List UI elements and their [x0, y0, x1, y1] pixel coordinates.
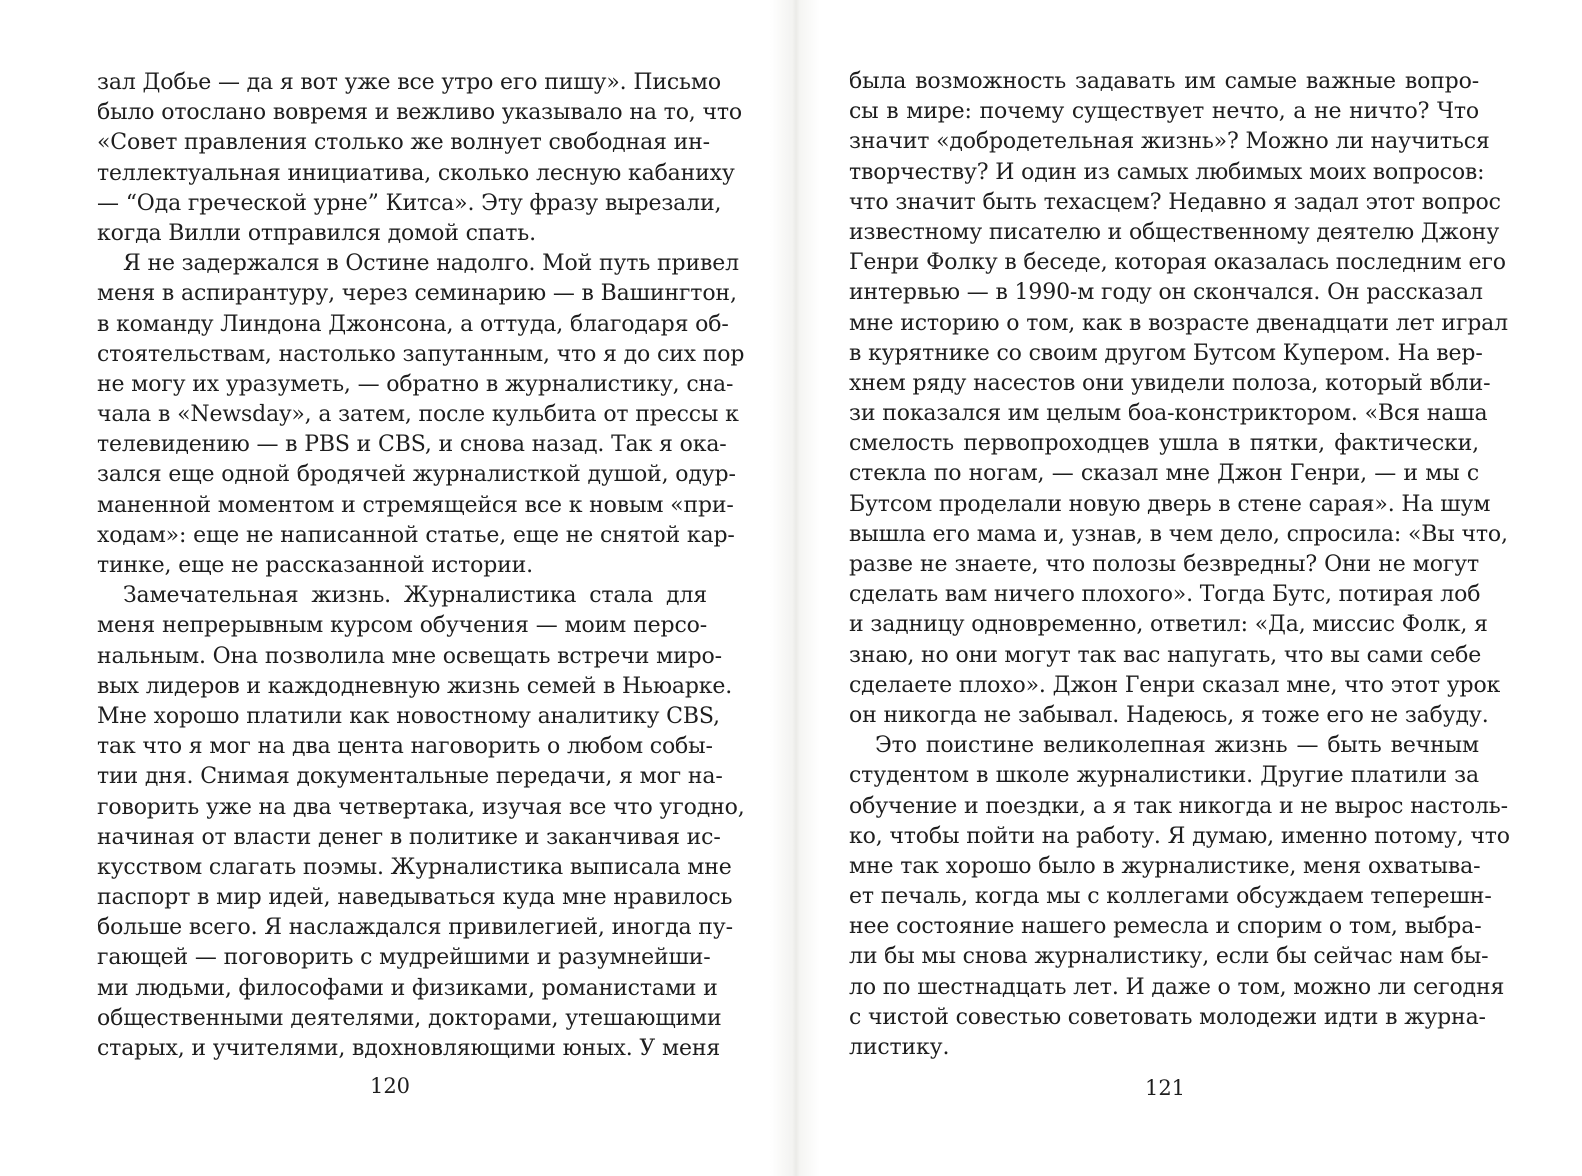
text-line: что значит быть техасцем? Недавно я задал этот вопрос [849, 189, 1501, 215]
text-line: Бутсом проделали новую дверь в стене сарая». На шум [849, 491, 1491, 517]
text-line: и задницу одновременно, ответил: «Да, миссис Фолк, я [849, 612, 1488, 638]
text-line: тинке, еще не рассказанной истории. [97, 553, 534, 578]
text-line: интервью — в 1990-м году он скончался. Он рассказал [849, 280, 1483, 306]
text-line: чала в «Newsday», а затем, после кульбита от прессы к [97, 402, 739, 428]
text-line: стоятельствам, настолько запутанным, что я до сих пор [97, 341, 745, 367]
text-line: паспорт в мир идей, наведываться куда мне нравилось [97, 885, 733, 911]
text-line: меня в аспирантуру, через семинарию — в Вашингтон, [97, 281, 737, 307]
text-line: общественными деятелями, докторами, утешающими [97, 1005, 722, 1031]
text-line: в курятнике со своим другом Бутсом Купером. На вер- [849, 340, 1483, 366]
text-line: Я не задержался в Остине надолго. Мой путь привел [123, 251, 739, 277]
right-page [820, 0, 1582, 1176]
text-line: ли бы мы снова журналистику, если бы сейчас нам бы- [849, 944, 1489, 970]
text-line: больше всего. Я наслаждался привилегией, иногда пу- [97, 915, 733, 941]
text-line: Генри Фолку в беседе, которая оказалась последним его [849, 250, 1506, 276]
text-line: ми людьми, философами и физиками, романистами и [97, 975, 718, 1001]
text-line: тии дня. Снимая документальные передачи, я мог на- [97, 764, 723, 790]
text-line: не могу их уразуметь, — обратно в журналистику, сна- [97, 371, 734, 397]
text-line: мне историю о том, как в возрасте двенадцати лет играл [849, 310, 1508, 336]
text-line: смелость первопроходцев ушла в пятки, фактически, [849, 431, 1479, 457]
text-line: меня непрерывным курсом обучения — моим персо- [97, 613, 707, 639]
text-line: сделать вам ничего плохого». Тогда Бутс, потирая лоб [849, 582, 1481, 608]
text-line: телевидению — в PBS и CBS, и снова назад. Так я ока- [97, 432, 727, 458]
text-line: хнем ряду насестов они увидели полоза, который вбли- [849, 370, 1491, 396]
text-line: теллектуальная инициатива, сколько лесную кабаниху [97, 160, 735, 186]
text-line: зал Добье — да я вот уже все утро его пишу». Письмо [97, 70, 721, 95]
text-line: Мне хорошо платили как новостному аналитику CBS, [97, 703, 720, 729]
text-line: сы в мире: почему существует нечто, а не ничто? Что [849, 99, 1479, 125]
text-line: Замечательная жизнь. Журналистика стала для [123, 583, 707, 609]
text-line: нее состояние нашего ремесла и спорим о том, выбра- [849, 914, 1482, 940]
text-line: гающей — поговорить с мудрейшими и разумнейши- [97, 945, 711, 971]
text-line: он никогда не забывал. Надеюсь, я тоже его не забуду. [849, 702, 1489, 728]
text-line: ходам»: еще не написанной статье, еще не снятой кар- [97, 522, 735, 548]
right-page-text [849, 67, 1510, 1063]
text-line: было отослано вовремя и вежливо указывало на то, что [97, 100, 742, 126]
text-line: стекла по ногам, — сказал мне Джон Генри, — и мы с [849, 461, 1479, 487]
text-line: сделаете плохо». Джон Генри сказал мне, что этот урок [849, 672, 1501, 698]
left-page-text [97, 68, 745, 1064]
text-line: нальным. Она позволила мне освещать встречи миро- [97, 643, 722, 669]
text-line: маненной моментом и стремящейся все к новым «при- [97, 492, 734, 518]
text-line: Это поистине великолепная жизнь — быть вечным [875, 733, 1479, 759]
text-line: когда Вилли отправился домой спать. [97, 220, 536, 246]
page-number: 121 [1144, 1076, 1186, 1100]
text-line: так что я мог на два цента наговорить о любом собы- [97, 734, 713, 760]
text-line: студентом в школе журналистики. Другие платили за [849, 763, 1479, 789]
text-line: зи показался им целым боа-констриктором. «Вся наша [849, 401, 1488, 427]
text-line: разве не знаете, что полозы безвредны? Они не могут [849, 552, 1479, 577]
text-line: значит «добродетельная жизнь»? Можно ли научиться [849, 129, 1490, 155]
text-line: в команду Линдона Джонсона, а оттуда, благодаря об- [97, 311, 729, 337]
text-line: мне так хорошо было в журналистике, меня охватыва- [849, 853, 1481, 879]
book-gutter [770, 0, 820, 1176]
text-line: обучение и поездки, а я так никогда и не вырос настоль- [849, 793, 1508, 819]
text-line: ет печаль, когда мы с коллегами обсуждаем теперешн- [849, 884, 1492, 910]
text-line: говорить уже на два четвертака, изучая все что угодно, [97, 794, 745, 820]
text-line: зался еще одной бродячей журналисткой душой, одур- [97, 462, 736, 488]
text-line: была возможность задавать им самые важные вопро- [849, 69, 1479, 94]
page-number: 120 [369, 1074, 411, 1098]
text-line: знаю, но они могут так вас напугать, что вы сами себе [849, 642, 1482, 668]
text-line: листику. [849, 1035, 950, 1060]
text-line: старых, и учителями, вдохновляющими юных. У меня [97, 1036, 721, 1061]
text-line: творчеству? И один из самых любимых моих вопросов: [849, 159, 1485, 185]
text-line: вых лидеров и каждодневную жизнь семей в Ньюарке. [97, 673, 733, 699]
text-line: «Совет правления столько же волнует свободная ин- [97, 130, 710, 156]
text-line: кусством слагать поэмы. Журналистика выписала мне [97, 854, 732, 880]
text-line: — “Ода греческой урне” Китса». Эту фразу вырезали, [97, 190, 722, 216]
text-line: вышла его мама и, узнав, в чем дело, спросила: «Вы что, [849, 521, 1508, 547]
text-line: с чистой совестью советовать молодежи идти в журна- [849, 1004, 1486, 1030]
left-page [0, 0, 770, 1176]
text-line: известному писателю и общественному деятелю Джону [849, 219, 1500, 245]
text-line: ло по шестнадцать лет. И даже о том, можно ли сегодня [849, 974, 1505, 1000]
text-line: ко, чтобы пойти на работу. Я думаю, именно потому, что [849, 823, 1510, 849]
text-line: начиная от власти денег в политике и заканчивая ис- [97, 824, 721, 850]
